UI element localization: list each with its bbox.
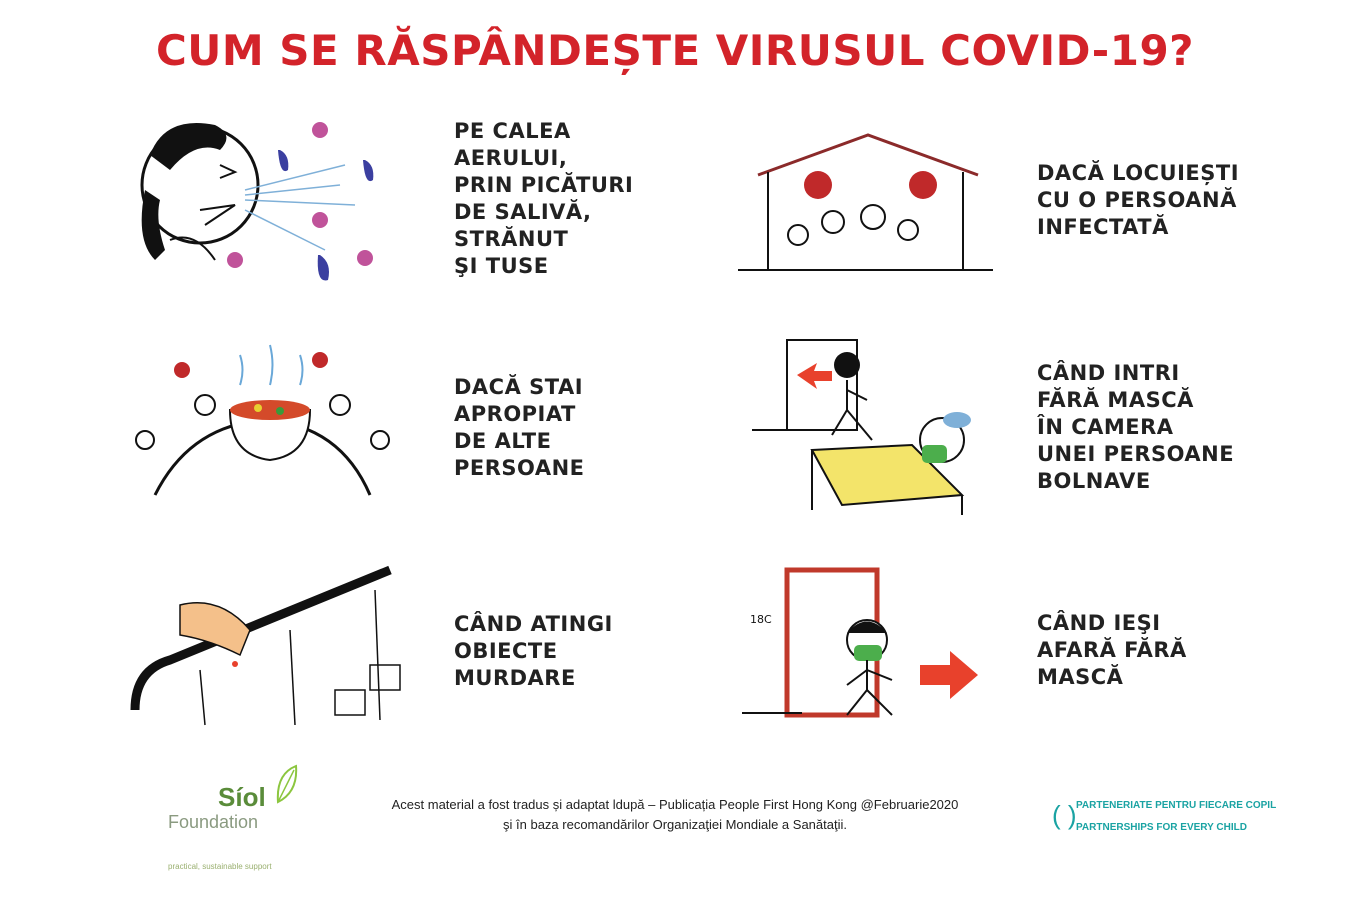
item-line: DE SALIVĂ,: [454, 200, 592, 224]
item-line: INFECTATĂ: [1037, 215, 1169, 239]
footer-line: şi în baza recomandărilor Organizaţiei Mondiale a Sanătaţii.: [503, 817, 847, 832]
leaf-icon: [274, 764, 298, 804]
footer-note: [345, 795, 1005, 835]
pfc-logo-en: PARTNERSHIPS FOR EVERY CHILD: [1076, 822, 1247, 833]
item-line: ÎN CAMERA: [1037, 415, 1174, 439]
page-title: CUM SE RĂSPÂNDEȘTE VIRUSUL COVID-19?: [155, 26, 1195, 75]
item-line: DE ALTE: [454, 429, 552, 453]
item-line: UNEI PERSOANE: [1037, 442, 1235, 466]
item-line: DACĂ STAI: [454, 375, 584, 399]
item-line: ŞI TUSE: [454, 254, 549, 278]
item-dirty-objects: [454, 611, 613, 692]
sick-room-illustration: [752, 335, 982, 520]
siol-tagline: practical, sustainable support: [168, 862, 272, 871]
pfc-logo-ro: PARTENERIATE PENTRU FIECARE COPIL: [1076, 800, 1277, 811]
item-line: MURDARE: [454, 666, 576, 690]
item-line: BOLNAVE: [1037, 469, 1151, 493]
shared-meal-illustration: [130, 335, 400, 505]
item-proximity: [454, 374, 585, 482]
item-line: PERSOANE: [454, 456, 585, 480]
item-line: AFARĂ FĂRĂ: [1037, 638, 1187, 662]
item-airborne: [454, 118, 633, 280]
item-line: CÂND ATINGI: [454, 612, 613, 636]
item-line: DACĂ LOCUIEȘTI: [1037, 161, 1240, 185]
escalator-handrail-illustration: [130, 560, 405, 730]
item-line: CÂND INTRI: [1037, 361, 1180, 385]
sneeze-illustration: [125, 110, 405, 290]
item-sick-room: [1037, 360, 1234, 495]
item-line: FĂRĂ MASCĂ: [1037, 388, 1194, 412]
item-line: PE CALEA: [454, 119, 571, 143]
pfc-logo-mark: ( ): [1052, 800, 1077, 830]
item-line: APROPIAT: [454, 402, 576, 426]
item-house: [1037, 160, 1239, 241]
going-outside-illustration: [742, 565, 982, 720]
item-line: OBIECTE: [454, 639, 558, 663]
item-going-outside: [1037, 610, 1187, 691]
thermometer-reading: 18C: [750, 613, 772, 626]
item-line: CU O PERSOANĂ: [1037, 188, 1237, 212]
house-illustration: [738, 130, 998, 280]
item-line: STRĂNUT: [454, 227, 569, 251]
item-line: MASCĂ: [1037, 665, 1124, 689]
item-line: AERULUI,: [454, 146, 568, 170]
siol-logo-name: Síol: [218, 782, 266, 812]
item-line: CÂND IEŞI: [1037, 611, 1161, 635]
siol-logo-subtitle: Foundation: [168, 812, 259, 832]
footer-line: Acest material a fost tradus și adaptat ldupă – Publicația People First Hong Kong @Februarie2020: [391, 797, 959, 812]
item-line: PRIN PICĂTURI: [454, 173, 634, 197]
